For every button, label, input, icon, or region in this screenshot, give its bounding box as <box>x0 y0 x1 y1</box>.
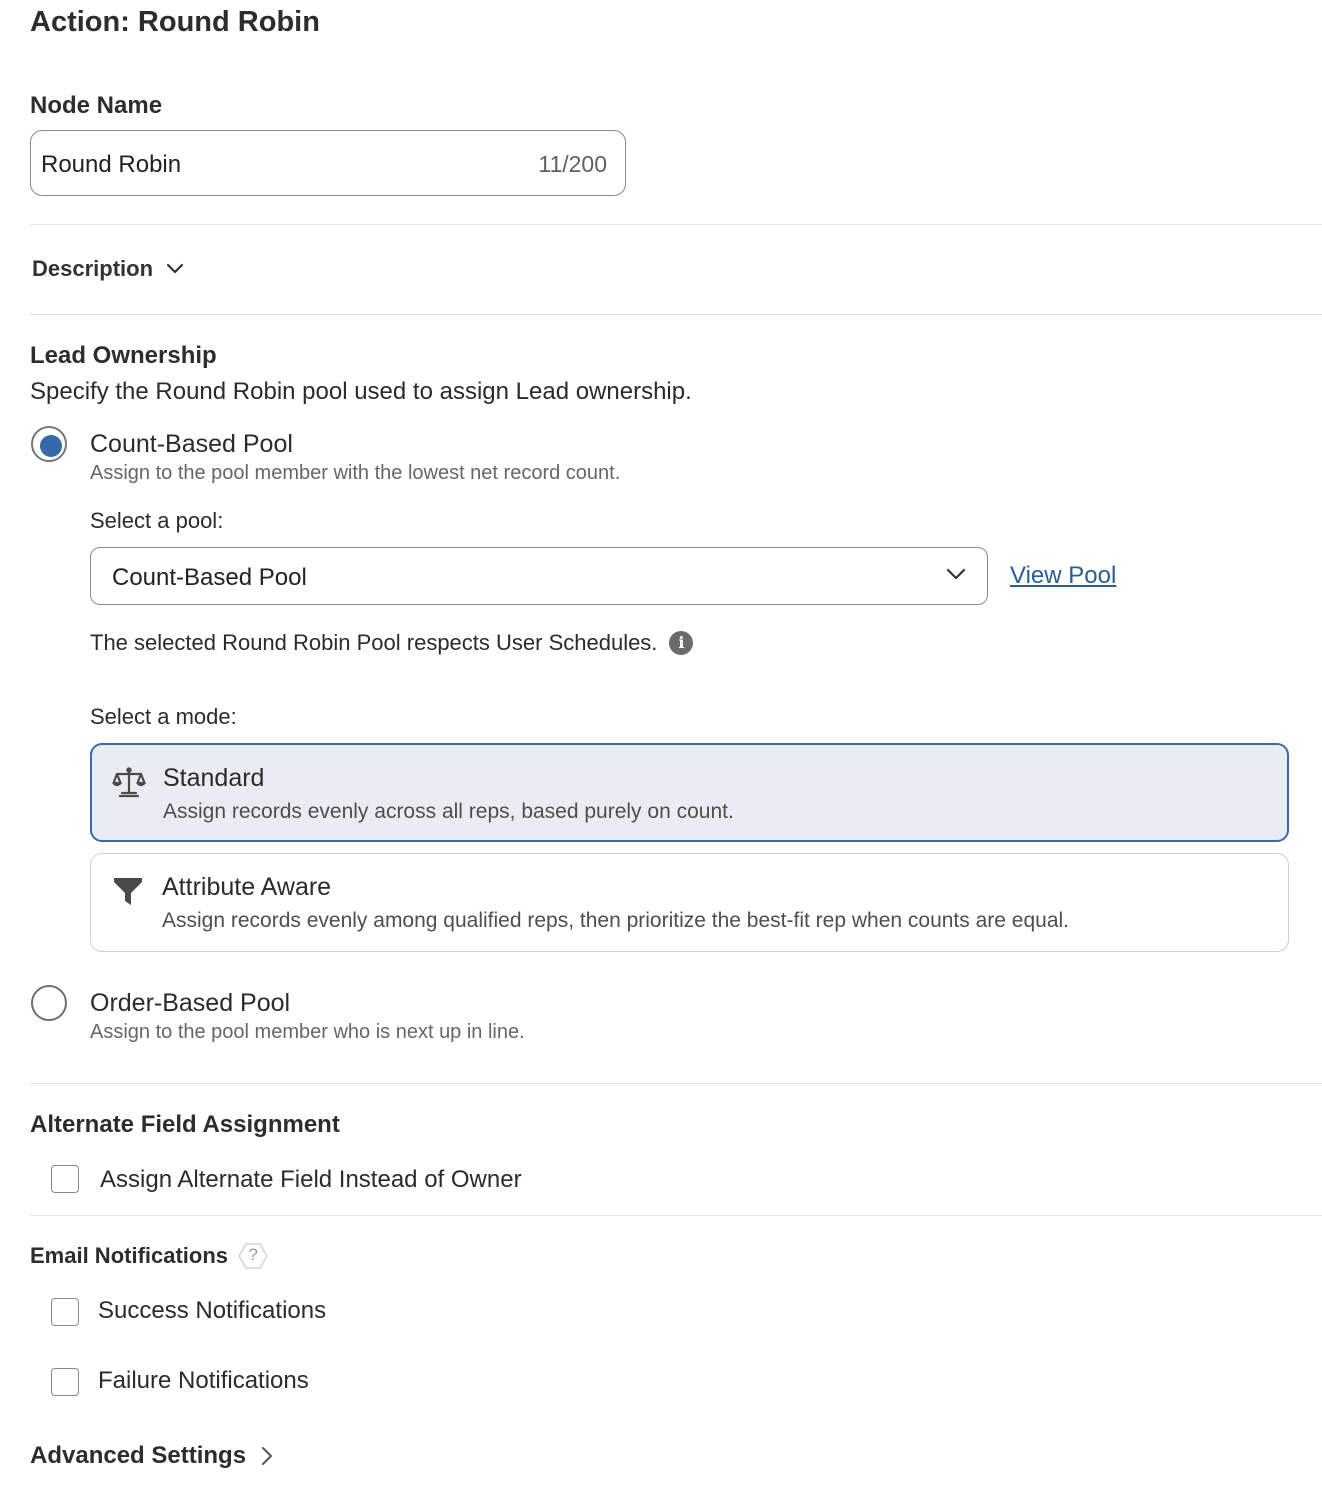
info-icon[interactable]: i <box>669 631 693 655</box>
pool-select[interactable] <box>90 547 988 605</box>
select-mode-label: Select a mode: <box>90 704 237 729</box>
divider <box>30 314 1322 315</box>
description-label: Description <box>32 256 154 281</box>
mode-desc: Assign records evenly across all reps, based purely on count. <box>163 800 734 823</box>
node-name-input[interactable] <box>30 130 626 196</box>
schedule-note-text: The selected Round Robin Pool respects User Schedules. <box>90 630 658 655</box>
advanced-settings-toggle[interactable] <box>30 1442 274 1470</box>
mode-card-attribute-aware[interactable] <box>90 853 1289 952</box>
mode-desc: Assign records evenly among qualified reps, then prioritize the best-fit rep when counts are equal. <box>162 909 1069 932</box>
chevron-down-icon <box>165 262 185 276</box>
node-name-label: Node Name <box>30 92 163 119</box>
lead-ownership-help: Specify the Round Robin pool used to assign Lead ownership. <box>30 378 692 405</box>
failure-notifications-checkbox[interactable] <box>51 1368 79 1396</box>
alternate-field-heading: Alternate Field Assignment <box>30 1111 340 1138</box>
alternate-field-checkbox-label[interactable]: Assign Alternate Field Instead of Owner <box>100 1166 522 1193</box>
divider <box>30 224 1322 225</box>
success-notifications-checkbox[interactable] <box>51 1298 79 1326</box>
success-notifications-label[interactable]: Success Notifications <box>98 1297 327 1324</box>
mode-name: Attribute Aware <box>162 873 332 901</box>
help-icon-glyph: ? <box>248 1245 258 1264</box>
mode-name: Standard <box>163 764 265 792</box>
chevron-down-icon <box>945 566 967 582</box>
email-notifications-header <box>30 1242 268 1270</box>
order-based-pool-title[interactable]: Order-Based Pool <box>90 989 291 1017</box>
lead-ownership-heading: Lead Ownership <box>30 342 217 369</box>
scale-icon <box>112 765 146 799</box>
count-based-pool-subtitle: Assign to the pool member with the lowest net record count. <box>90 462 621 484</box>
order-based-pool-radio[interactable] <box>31 985 67 1021</box>
node-name-value: Round Robin <box>41 151 182 178</box>
divider <box>30 1083 1322 1084</box>
alternate-field-checkbox[interactable] <box>51 1165 79 1193</box>
funnel-icon <box>111 874 145 908</box>
pool-select-value: Count-Based Pool <box>112 564 307 591</box>
count-based-pool-radio[interactable] <box>31 426 67 462</box>
order-based-pool-subtitle: Assign to the pool member who is next up in line. <box>90 1021 525 1043</box>
chevron-right-icon <box>260 1445 274 1467</box>
page-title: Action: Round Robin <box>30 6 320 38</box>
select-pool-label: Select a pool: <box>90 508 224 533</box>
divider <box>30 1215 1322 1216</box>
view-pool-link[interactable]: View Pool <box>1010 562 1117 589</box>
advanced-settings-label: Advanced Settings <box>30 1442 247 1469</box>
mode-card-standard[interactable] <box>90 743 1289 842</box>
email-notifications-heading: Email Notifications <box>30 1243 229 1268</box>
node-name-counter: 11/200 <box>538 151 607 177</box>
count-based-pool-title[interactable]: Count-Based Pool <box>90 430 293 458</box>
schedule-note <box>90 630 693 656</box>
failure-notifications-label[interactable]: Failure Notifications <box>98 1367 309 1394</box>
help-icon[interactable] <box>238 1242 268 1270</box>
description-toggle[interactable] <box>32 256 185 282</box>
